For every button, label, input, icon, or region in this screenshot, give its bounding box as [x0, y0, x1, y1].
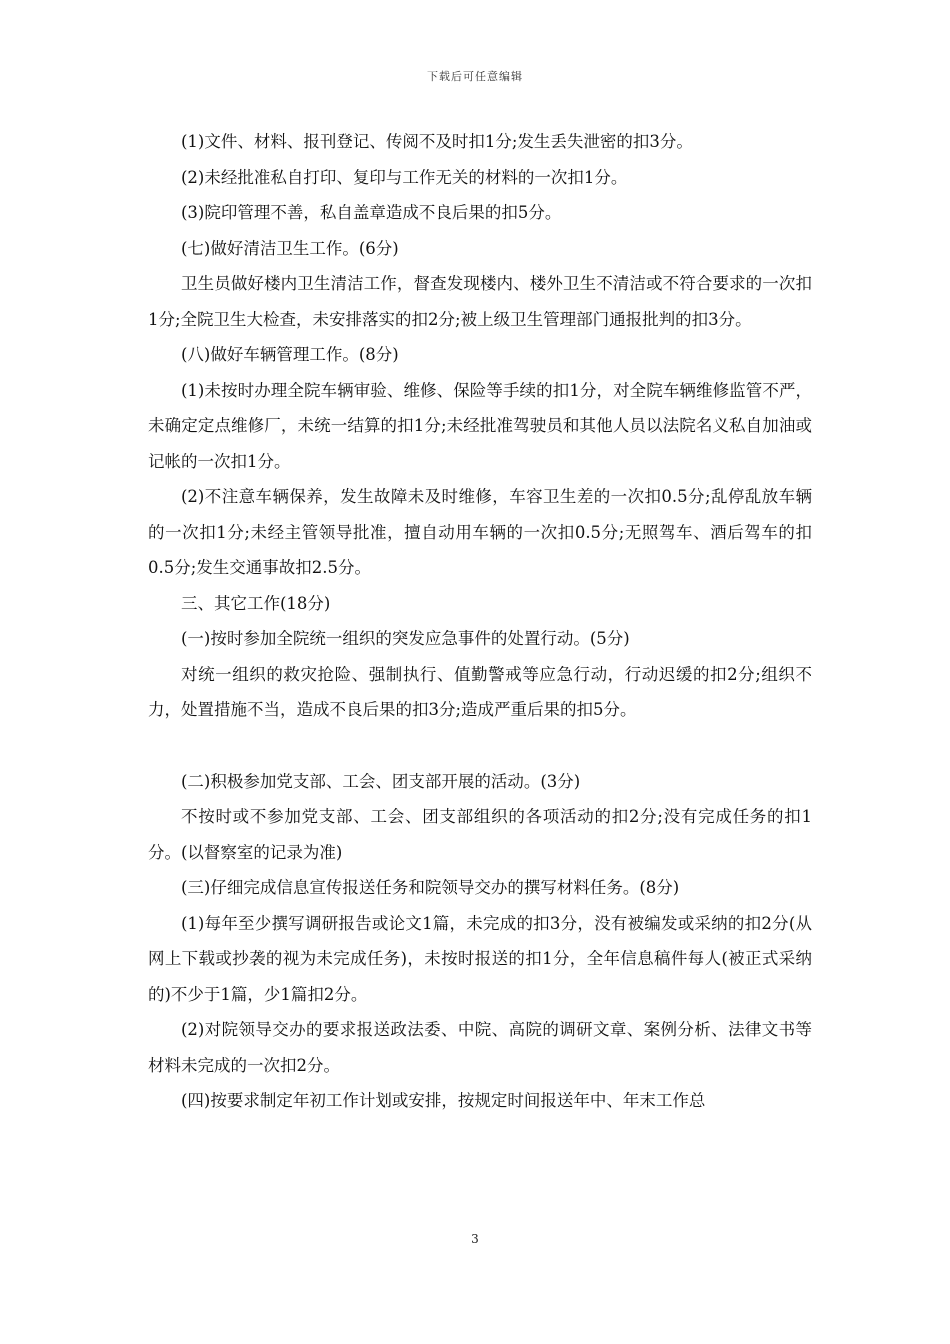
document-body: [148, 124, 812, 1119]
paragraph: (1)文件、材料、报刊登记、传阅不及时扣1分;发生丢失泄密的扣3分。: [181, 132, 693, 151]
section-heading: (一)按时参加全院统一组织的突发应急事件的处置行动。(5分): [181, 629, 630, 648]
page-number: 3: [471, 1232, 479, 1246]
paragraph: (2)对院领导交办的要求报送政法委、中院、高院的调研文章、案例分析、法律文书等材料未完成的一次扣2分。: [148, 1020, 812, 1075]
paragraph: 卫生员做好楼内卫生清洁工作，督查发现楼内、楼外卫生不清洁或不符合要求的一次扣1分;全院卫生大检查，未安排落实的扣2分;被上级卫生管理部门通报批判的扣3分。: [148, 274, 812, 329]
paragraph: (3)院印管理不善，私自盖章造成不良后果的扣5分。: [181, 203, 562, 222]
paragraph: (2)未经批准私自打印、复印与工作无关的材料的一次扣1分。: [181, 167, 628, 187]
paragraph-gap: [148, 728, 812, 764]
section-heading: (二)积极参加党支部、工会、团支部开展的活动。(3分): [181, 771, 581, 791]
paragraph: (1)未按时办理全院车辆审验、维修、保险等手续的扣1分，对全院车辆维修监管不严，未确定定点维修厂，未统一结算的扣1分;未经批准驾驶员和其他人员以法院名义私自加油或记帐的一次扣1分。: [148, 380, 812, 471]
page-header: 下载后可任意编辑: [427, 70, 523, 83]
section-heading: (三)仔细完成信息宣传报送任务和院领导交办的撰写材料任务。(8分): [181, 878, 680, 897]
section-heading: 三、其它工作(18分): [181, 593, 331, 613]
section-heading: (八)做好车辆管理工作。(8分): [181, 345, 399, 364]
section-heading: (七)做好清洁卫生工作。(6分): [181, 238, 399, 258]
paragraph: (2)不注意车辆保养，发生故障未及时维修，车容卫生差的一次扣0.5分;乱停乱放车辆的一次扣1分;未经主管领导批准，擅自动用车辆的一次扣0.5分;无照驾车、酒后驾车的扣0.5分;发生交通事故扣2.5分。: [148, 487, 812, 577]
paragraph: 不按时或不参加党支部、工会、团支部组织的各项活动的扣2分;没有完成任务的扣1分。(以督察室的记录为准): [148, 807, 812, 862]
section-heading: (四)按要求制定年初工作计划或安排，按规定时间报送年中、年末工作总: [181, 1091, 706, 1110]
paragraph: 对统一组织的救灾抢险、强制执行、值勤警戒等应急行动，行动迟缓的扣2分;组织不力，处置措施不当，造成不良后果的扣3分;造成严重后果的扣5分。: [148, 664, 812, 719]
paragraph: (1)每年至少撰写调研报告或论文1篇，未完成的扣3分，没有被编发或采纳的扣2分(从网上下载或抄袭的视为未完成任务)，未按时报送的扣1分，全年信息稿件每人(被正式采纳的)不少于1篇，少1篇扣2分。: [148, 913, 812, 1004]
